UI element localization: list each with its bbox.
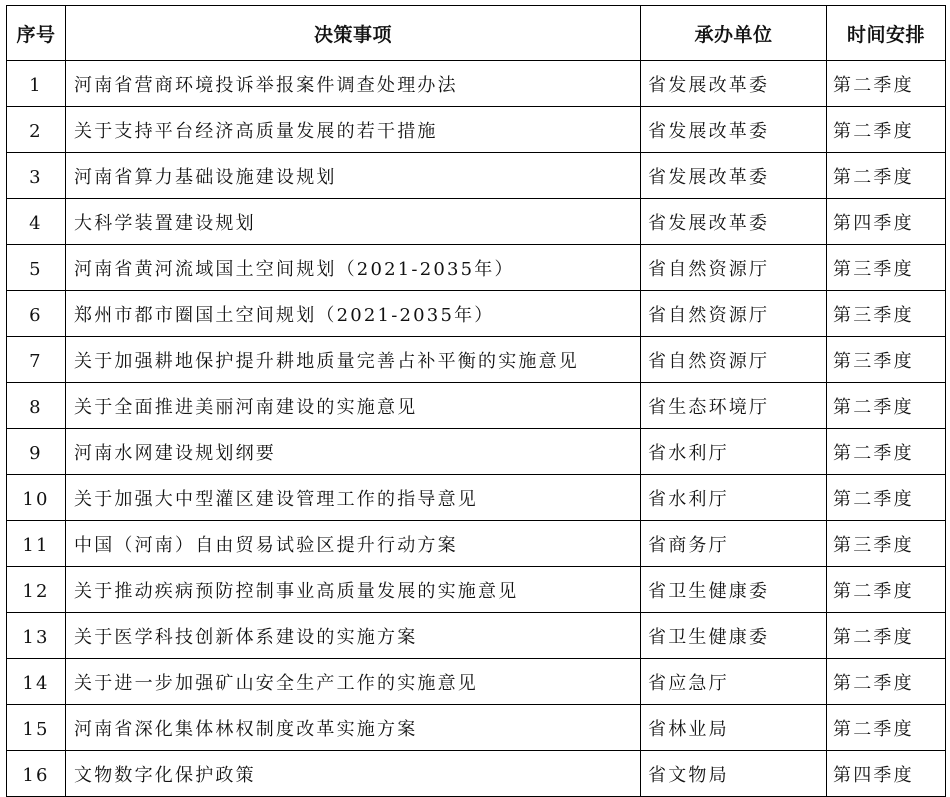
table-row — [7, 107, 946, 153]
decision-item: 河南水网建设规划纲要 — [66, 429, 641, 475]
table-row — [7, 567, 946, 613]
responsible-unit: 省文物局 — [641, 751, 827, 797]
decision-items-table — [6, 5, 946, 797]
row-number: 5 — [7, 245, 66, 291]
decision-item: 关于推动疾病预防控制事业高质量发展的实施意见 — [66, 567, 641, 613]
responsible-unit: 省自然资源厅 — [641, 291, 827, 337]
table-row — [7, 705, 946, 751]
table-row — [7, 245, 946, 291]
responsible-unit: 省发展改革委 — [641, 153, 827, 199]
schedule: 第二季度 — [827, 153, 946, 199]
schedule: 第三季度 — [827, 245, 946, 291]
table-body — [7, 61, 946, 797]
row-number: 12 — [7, 567, 66, 613]
schedule: 第三季度 — [827, 337, 946, 383]
decision-item: 关于全面推进美丽河南建设的实施意见 — [66, 383, 641, 429]
schedule: 第二季度 — [827, 61, 946, 107]
schedule: 第二季度 — [827, 429, 946, 475]
table-row — [7, 613, 946, 659]
decision-item: 郑州市都市圈国土空间规划（2021-2035年） — [66, 291, 641, 337]
responsible-unit: 省水利厅 — [641, 475, 827, 521]
table-row — [7, 337, 946, 383]
row-number: 1 — [7, 61, 66, 107]
responsible-unit: 省发展改革委 — [641, 61, 827, 107]
schedule: 第三季度 — [827, 291, 946, 337]
row-number: 16 — [7, 751, 66, 797]
schedule: 第四季度 — [827, 751, 946, 797]
schedule: 第二季度 — [827, 659, 946, 705]
decision-item: 河南省深化集体林权制度改革实施方案 — [66, 705, 641, 751]
row-number: 6 — [7, 291, 66, 337]
schedule: 第二季度 — [827, 705, 946, 751]
header-num: 序号 — [7, 6, 66, 61]
schedule: 第三季度 — [827, 521, 946, 567]
schedule: 第二季度 — [827, 567, 946, 613]
row-number: 3 — [7, 153, 66, 199]
schedule: 第二季度 — [827, 383, 946, 429]
row-number: 4 — [7, 199, 66, 245]
row-number: 13 — [7, 613, 66, 659]
header-row — [7, 6, 946, 61]
header-item: 决策事项 — [66, 6, 641, 61]
responsible-unit: 省自然资源厅 — [641, 337, 827, 383]
responsible-unit: 省自然资源厅 — [641, 245, 827, 291]
responsible-unit: 省卫生健康委 — [641, 567, 827, 613]
table-header — [7, 6, 946, 61]
responsible-unit: 省商务厅 — [641, 521, 827, 567]
schedule: 第二季度 — [827, 107, 946, 153]
responsible-unit: 省水利厅 — [641, 429, 827, 475]
responsible-unit: 省林业局 — [641, 705, 827, 751]
header-unit: 承办单位 — [641, 6, 827, 61]
row-number: 10 — [7, 475, 66, 521]
table-row — [7, 61, 946, 107]
responsible-unit: 省发展改革委 — [641, 107, 827, 153]
schedule: 第二季度 — [827, 613, 946, 659]
schedule: 第四季度 — [827, 199, 946, 245]
table-row — [7, 475, 946, 521]
decision-item: 文物数字化保护政策 — [66, 751, 641, 797]
decision-item: 大科学装置建设规划 — [66, 199, 641, 245]
row-number: 15 — [7, 705, 66, 751]
row-number: 7 — [7, 337, 66, 383]
decision-item: 河南省营商环境投诉举报案件调查处理办法 — [66, 61, 641, 107]
schedule: 第二季度 — [827, 475, 946, 521]
responsible-unit: 省发展改革委 — [641, 199, 827, 245]
responsible-unit: 省应急厅 — [641, 659, 827, 705]
decision-item: 关于加强大中型灌区建设管理工作的指导意见 — [66, 475, 641, 521]
decision-item: 关于进一步加强矿山安全生产工作的实施意见 — [66, 659, 641, 705]
table-row — [7, 429, 946, 475]
row-number: 2 — [7, 107, 66, 153]
decision-item: 河南省黄河流域国土空间规划（2021-2035年） — [66, 245, 641, 291]
table-row — [7, 659, 946, 705]
decision-item: 关于支持平台经济高质量发展的若干措施 — [66, 107, 641, 153]
header-time: 时间安排 — [827, 6, 946, 61]
table-row — [7, 291, 946, 337]
row-number: 11 — [7, 521, 66, 567]
decision-item: 关于医学科技创新体系建设的实施方案 — [66, 613, 641, 659]
table-row — [7, 521, 946, 567]
row-number: 14 — [7, 659, 66, 705]
decision-item: 中国（河南）自由贸易试验区提升行动方案 — [66, 521, 641, 567]
decision-item: 河南省算力基础设施建设规划 — [66, 153, 641, 199]
row-number: 9 — [7, 429, 66, 475]
row-number: 8 — [7, 383, 66, 429]
table-row — [7, 751, 946, 797]
table-row — [7, 199, 946, 245]
table-row — [7, 153, 946, 199]
decision-item: 关于加强耕地保护提升耕地质量完善占补平衡的实施意见 — [66, 337, 641, 383]
responsible-unit: 省生态环境厅 — [641, 383, 827, 429]
table-row — [7, 383, 946, 429]
responsible-unit: 省卫生健康委 — [641, 613, 827, 659]
